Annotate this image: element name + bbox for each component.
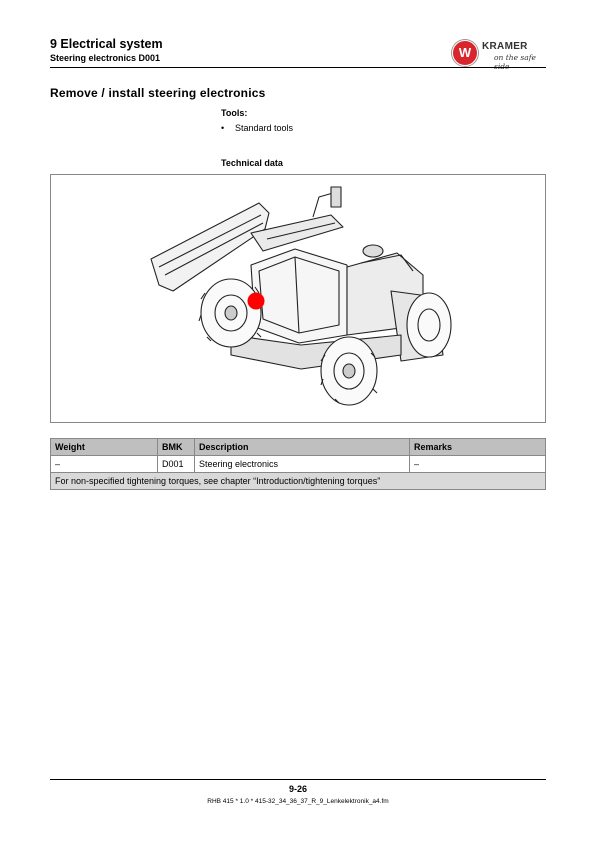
table-header-row	[51, 439, 546, 456]
torque-note: For non-specified tightening torques, see chapter “Introduction/tightening torques”	[51, 473, 546, 490]
logo-w-icon: W	[452, 40, 478, 66]
col-header-remarks: Remarks	[410, 439, 546, 456]
header-rule	[50, 67, 546, 68]
tools-heading: Tools:	[221, 108, 248, 118]
chapter-subtitle: Steering electronics D001	[50, 53, 161, 63]
col-header-weight: Weight	[51, 439, 158, 456]
document-id: RHB 415 * 1.0 * 415-32_34_36_37_R_9_Lenkelektronik_a4.fm	[207, 798, 389, 805]
section-title: Remove / install steering electronics	[50, 86, 266, 100]
cell-weight: –	[51, 456, 158, 473]
table-row	[51, 456, 546, 473]
technical-data-heading: Technical data	[221, 158, 283, 168]
cell-remarks: –	[410, 456, 546, 473]
cell-description: Steering electronics	[195, 456, 410, 473]
table-note-row	[51, 473, 546, 490]
cell-bmk: D001	[158, 456, 195, 473]
col-header-bmk: BMK	[158, 439, 195, 456]
machine-illustration	[50, 174, 546, 423]
technical-data-table	[50, 438, 546, 490]
logo-brand: KRAMER	[482, 41, 528, 52]
telehandler-drawing	[51, 175, 545, 422]
component-location-marker	[248, 293, 265, 310]
kramer-logo	[452, 40, 550, 64]
chapter-title: 9 Electrical system	[50, 37, 163, 51]
footer-rule	[50, 779, 546, 780]
tools-list-item: • Standard tools	[221, 123, 294, 133]
tool-label: Standard tools	[235, 123, 294, 133]
col-header-description: Description	[195, 439, 410, 456]
logo-tagline: on the safe	[494, 53, 536, 62]
page-number: 9-26	[288, 784, 307, 794]
